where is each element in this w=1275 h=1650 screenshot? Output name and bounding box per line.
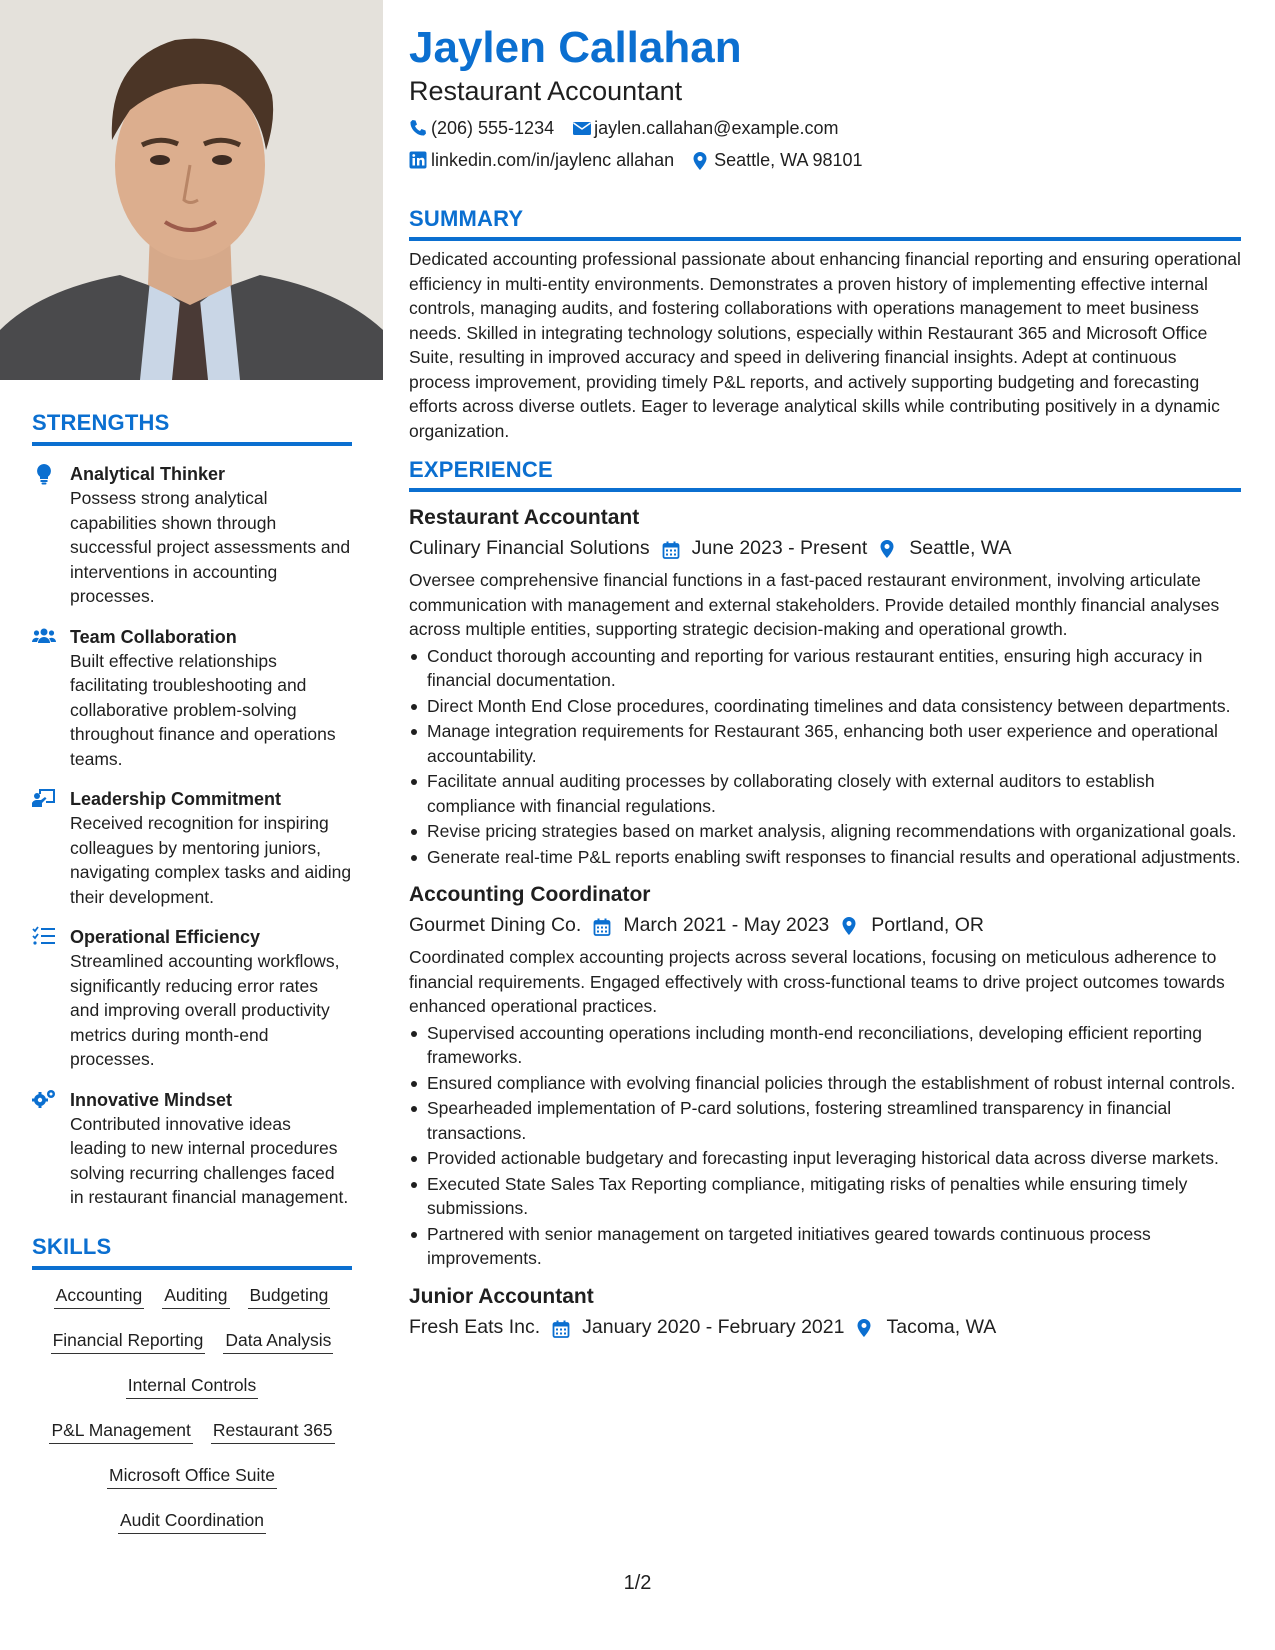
- chalkboard-teacher-icon: [32, 788, 56, 808]
- job-entry: [409, 881, 1241, 1271]
- phone-contact[interactable]: [409, 116, 554, 140]
- list-item: Facilitate annual auditing processes by collaborating closely with external auditors to establish compliance with financial regulations.: [427, 769, 1241, 818]
- skills-list: [32, 1284, 352, 1534]
- job-dates: June 2023 - Present: [691, 537, 868, 559]
- skill-tag: Microsoft Office Suite: [107, 1464, 277, 1489]
- strength-title: Analytical Thinker: [70, 464, 226, 484]
- skill-tag: Budgeting: [248, 1284, 331, 1309]
- job-location: Tacoma, WA: [886, 1315, 997, 1338]
- summary-text: Dedicated accounting professional passionate about enhancing financial reporting and ensuring operational efficiency in multi-entity environments. Demonstrates a proven history of implementing effective internal controls, managing audits, and fostering collaborations with operations management to meet business needs. Skilled in integrating technology solutions, especially within Restaurant 365 and Microsoft Office Suite, resulting in improved accuracy and speed in delivering financial insights. Adept at continuous process improvement, providing timely P&L reports, and actively supporting budgeting and forecasting efforts across diverse outlets. Eager to leverage analytical skills while contributing positively in a dynamic organization.: [409, 249, 1241, 441]
- job-entry: [409, 1283, 1241, 1341]
- job-bullets: [409, 1021, 1241, 1271]
- skill-row: [32, 1419, 352, 1444]
- strength-title: Leadership Commitment: [70, 789, 282, 809]
- list-item: Conduct thorough accounting and reporting for various restaurant entities, ensuring high accuracy in financial documentation.: [427, 644, 1241, 693]
- strength-title: Team Collaboration: [70, 626, 237, 647]
- map-pin-icon: [879, 539, 897, 557]
- left-column: [0, 0, 383, 1650]
- skill-tag: Accounting: [54, 1284, 145, 1309]
- list-item: Partnered with senior management on targeted initiatives geared towards continuous process improvements.: [427, 1222, 1241, 1271]
- job-company: Culinary Financial Solutions: [409, 537, 650, 559]
- summary-section: [409, 206, 1241, 443]
- skills-heading: SKILLS: [32, 1234, 352, 1270]
- skill-row: [32, 1374, 352, 1399]
- strength-item: [32, 925, 352, 1072]
- job-dates: January 2020 - February 2021: [582, 1315, 845, 1338]
- job-meta: [409, 534, 1241, 562]
- list-item: Ensured compliance with evolving financial policies through the establishment of robust internal controls.: [427, 1071, 1241, 1096]
- strength-description: Possess strong analytical capabilities shown through successful project assessments and interventions in accounting processes.: [70, 488, 351, 606]
- calendar-icon: [552, 1318, 570, 1336]
- contact-row: [409, 148, 1241, 172]
- skill-tag: Audit Coordination: [118, 1509, 266, 1534]
- phone-text: (206) 555-1234: [431, 118, 555, 138]
- skill-tag: P&L Management: [49, 1419, 192, 1444]
- job-bullets: [409, 644, 1241, 870]
- job-company: Gourmet Dining Co.: [409, 914, 582, 936]
- list-item: Provided actionable budgetary and forecasting input leveraging historical data across diverse markets.: [427, 1146, 1241, 1171]
- map-pin-icon: [856, 1318, 874, 1336]
- skill-tag: Data Analysis: [223, 1329, 333, 1354]
- strength-description: Received recognition for inspiring colleagues by mentoring juniors, navigating complex tasks and aiding their development.: [70, 813, 352, 907]
- phone-icon: [409, 119, 427, 137]
- job-dates: March 2021 - May 2023: [623, 914, 830, 936]
- skill-tag: Financial Reporting: [51, 1329, 206, 1354]
- list-check-icon: [32, 926, 56, 946]
- linkedin-text: linkedin.com/in/jaylenc allahan: [431, 150, 675, 170]
- candidate-name: Jaylen Callahan: [409, 23, 742, 72]
- skill-row: [32, 1284, 352, 1309]
- strength-description: Streamlined accounting workflows, significantly reducing error rates and improving overall productivity metrics during month-end processes.: [70, 951, 340, 1069]
- job-location: Portland, OR: [871, 914, 984, 936]
- list-item: Spearheaded implementation of P-card solutions, fostering streamlined transparency in financial transactions.: [427, 1096, 1241, 1145]
- strength-item: [32, 625, 352, 772]
- email-text: jaylen.callahan@example.com: [594, 118, 839, 138]
- skill-tag: Auditing: [162, 1284, 229, 1309]
- strength-item: [32, 787, 352, 909]
- job-meta: [409, 911, 1241, 939]
- job-location: Seattle, WA: [909, 537, 1012, 559]
- job-title: Accounting Coordinator: [409, 883, 651, 906]
- candidate-role: Restaurant Accountant: [409, 76, 683, 106]
- strength-item: [32, 462, 352, 609]
- strength-item: [32, 1088, 352, 1210]
- left-content: [32, 410, 352, 1554]
- experience-section: [409, 457, 1241, 1341]
- list-item: Supervised accounting operations including month-end reconciliations, developing efficient reporting frameworks.: [427, 1021, 1241, 1070]
- strengths-heading: STRENGTHS: [32, 410, 352, 446]
- location-contact: [692, 148, 862, 172]
- job-entry: [409, 504, 1241, 869]
- strength-description: Built effective relationships facilitating troubleshooting and collaborative problem-solving throughout finance and operations teams.: [70, 650, 336, 769]
- gears-icon: [32, 1089, 56, 1109]
- contact-row: [409, 116, 1241, 140]
- job-title: Restaurant Accountant: [409, 506, 640, 529]
- skill-tag: Restaurant 365: [211, 1419, 335, 1444]
- calendar-icon: [593, 916, 611, 934]
- skill-row: [32, 1464, 352, 1489]
- lightbulb-icon: [32, 463, 56, 483]
- list-item: Revise pricing strategies based on market analysis, aligning recommendations with organizational goals.: [427, 819, 1241, 844]
- strength-title: Innovative Mindset: [70, 1089, 233, 1110]
- map-pin-icon: [692, 151, 710, 169]
- profile-photo: [0, 0, 383, 380]
- page-number: 1/2: [623, 1572, 652, 1594]
- skill-row: [32, 1509, 352, 1534]
- location-text: Seattle, WA 98101: [714, 150, 863, 170]
- job-title: Junior Accountant: [409, 1284, 594, 1308]
- summary-heading: SUMMARY: [409, 206, 1241, 241]
- skill-tag: Internal Controls: [126, 1374, 258, 1399]
- linkedin-icon: [409, 151, 427, 169]
- calendar-icon: [662, 539, 680, 557]
- job-description: Oversee comprehensive financial functions in a fast-paced restaurant environment, involving articulate communication with management and external stakeholders. Provide detailed monthly financial analyses across multiple entities, supporting strategic decision-making and operational growth.: [409, 570, 1220, 639]
- skill-row: [32, 1329, 352, 1354]
- map-pin-icon: [841, 916, 859, 934]
- job-company: Fresh Eats Inc.: [409, 1315, 541, 1338]
- envelope-icon: [572, 119, 590, 137]
- strength-title: Operational Efficiency: [70, 927, 261, 947]
- list-item: Generate real-time P&L reports enabling swift responses to financial results and operational adjustments.: [427, 845, 1241, 870]
- list-item: Executed State Sales Tax Reporting compliance, mitigating risks of penalties while ensuring timely submissions.: [427, 1172, 1241, 1221]
- list-item: Manage integration requirements for Restaurant 365, enhancing both user experience and operational accountability.: [427, 719, 1241, 768]
- email-contact[interactable]: [572, 116, 838, 140]
- linkedin-contact[interactable]: [409, 148, 674, 172]
- list-item: Direct Month End Close procedures, coordinating timelines and data consistency between departments.: [427, 694, 1241, 719]
- experience-heading: EXPERIENCE: [409, 457, 1241, 492]
- strength-description: Contributed innovative ideas leading to new internal procedures solving recurring challenges faced in restaurant financial management.: [70, 1113, 349, 1207]
- right-column: [409, 20, 1241, 1341]
- job-description: Coordinated complex accounting projects across several locations, focusing on meticulous adherence to financial requirements. Engaged effectively with cross-functional teams to drive project outcomes towards enhanced operational practices.: [409, 947, 1225, 1016]
- job-meta: [409, 1313, 1241, 1341]
- users-icon: [32, 626, 56, 646]
